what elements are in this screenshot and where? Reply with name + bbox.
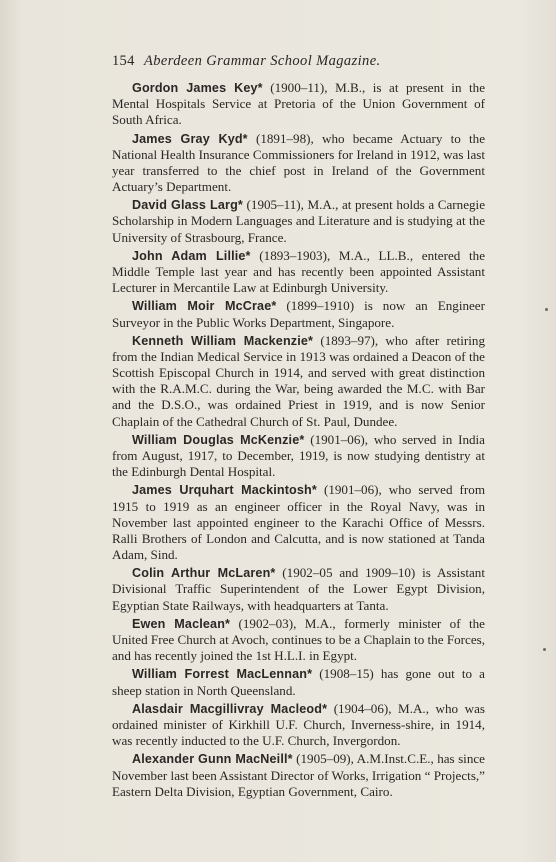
paper-speck: [543, 648, 546, 651]
entry-name: Colin Arthur McLaren*: [132, 566, 276, 581]
entry-text: (1900–11), M.B., is at present in the Mental Hospitals Service at Pretoria of the Union Government of South Africa.: [112, 80, 486, 128]
entry-text: (1893–1903), M.A., LL.B., entered the Middle Temple last year and has recently been appointed Assistant Lecturer in Mercantile Law at Edinburgh University.: [112, 247, 486, 296]
entry-text: (1901–06), who served from 1915 to 1919 as an engineer officer in the Royal Navy, was in November last appointed engineer to the Karachi Office of Messrs. Ralli Brothers of London and Calcutta, and is now stationed at Tanda Adam, Sind.: [112, 482, 486, 563]
entry-name: William Moir McCrae*: [132, 299, 277, 314]
entry-name: Kenneth William Mackenzie*: [132, 333, 314, 348]
entry-name: Gordon James Key*: [132, 81, 263, 95]
entry-name: Alasdair Macgillivray Macleod*: [132, 701, 328, 716]
entry-paragraph: [112, 701, 485, 749]
paper-speck: [545, 308, 548, 311]
entry-name: William Douglas McKenzie*: [132, 432, 305, 447]
entry-name: Alexander Gunn MacNeill*: [132, 752, 293, 767]
entry-text: (1904–06), M.A., who was ordained minister of Kirkhill U.F. Church, Inverness-shire, in 1914, was recently inducted to the U.F. Church, Invergordon.: [112, 700, 485, 749]
entry-text: (1899–1910) is now an Engineer Surveyor in the Public Works Department, Singapore.: [112, 298, 485, 330]
entry-name: James Gray Kyd*: [132, 131, 248, 146]
entry-paragraph: [112, 333, 485, 430]
entry-name: David Glass Larg*: [132, 198, 243, 213]
entry-paragraph: [112, 666, 485, 698]
obituary-notes-body: [112, 80, 485, 802]
page-header: [112, 52, 492, 70]
entry-paragraph: [112, 616, 485, 664]
entry-paragraph: [112, 482, 485, 563]
entry-paragraph: [112, 131, 485, 196]
entry-text: (1891–98), who became Actuary to the National Health Insurance Commissioners for Ireland in 1912, was last year transferred to the chief post in Ireland of the Government Actuary’s Department.: [112, 130, 486, 195]
entry-paragraph: [112, 565, 485, 613]
entry-text: (1902–05 and 1909–10) is Assistant Divisional Traffic Superintendent of the Lower Egypt Division, Egyptian State Railways, with headquarters at Tanta.: [112, 565, 485, 613]
entry-paragraph: [112, 80, 485, 128]
entry-name: Ewen Maclean*: [132, 616, 231, 631]
entry-text: (1901–06), who served in India from August, 1917, to December, 1919, is now studying dentistry at the Edinburgh Dental Hospital.: [112, 431, 485, 480]
entry-text: (1893–97), who after retiring from the Indian Medical Service in 1913 was ordained a Deacon of the Scottish Episcopal Church in 1914, and served with great distinction with the R.A.M.C. during the War, being awarded the M.C. with Bar and the D.S.O., was ordained Priest in 1919, and is now Senior Chaplain of the Cathedral Church of St. Paul, Dundee.: [112, 332, 485, 429]
entry-paragraph: [112, 432, 485, 480]
entry-text: (1905–09), A.M.Inst.C.E., has since November last been Assistant Director of Works, Irrigation “ Projects,” Eastern Delta Division, Egyptian Government, Cairo.: [112, 751, 485, 799]
entry-name: James Urquhart Mackintosh*: [132, 483, 317, 498]
entry-text: (1905–11), M.A., at present holds a Carnegie Scholarship in Modern Languages and Literature and is studying at the University of Strasbourg, France.: [112, 197, 486, 245]
entry-paragraph: [112, 197, 485, 245]
entry-text: (1908–15) has gone out to a sheep station in North Queensland.: [112, 666, 485, 698]
entry-name: William Forrest MacLennan*: [132, 667, 313, 682]
entry-paragraph: [112, 751, 485, 799]
running-title: Aberdeen Grammar School Magazine.: [144, 53, 381, 69]
entry-paragraph: [112, 248, 485, 296]
entry-name: John Adam Lillie*: [132, 248, 251, 263]
entry-text: (1902–03), M.A., formerly minister of the United Free Church at Avoch, continues to be a Chaplain to the Forces, and has recently joined the 1st H.L.I. in Egypt.: [112, 615, 485, 664]
page-number: 154: [112, 53, 135, 69]
entry-paragraph: [112, 298, 485, 330]
